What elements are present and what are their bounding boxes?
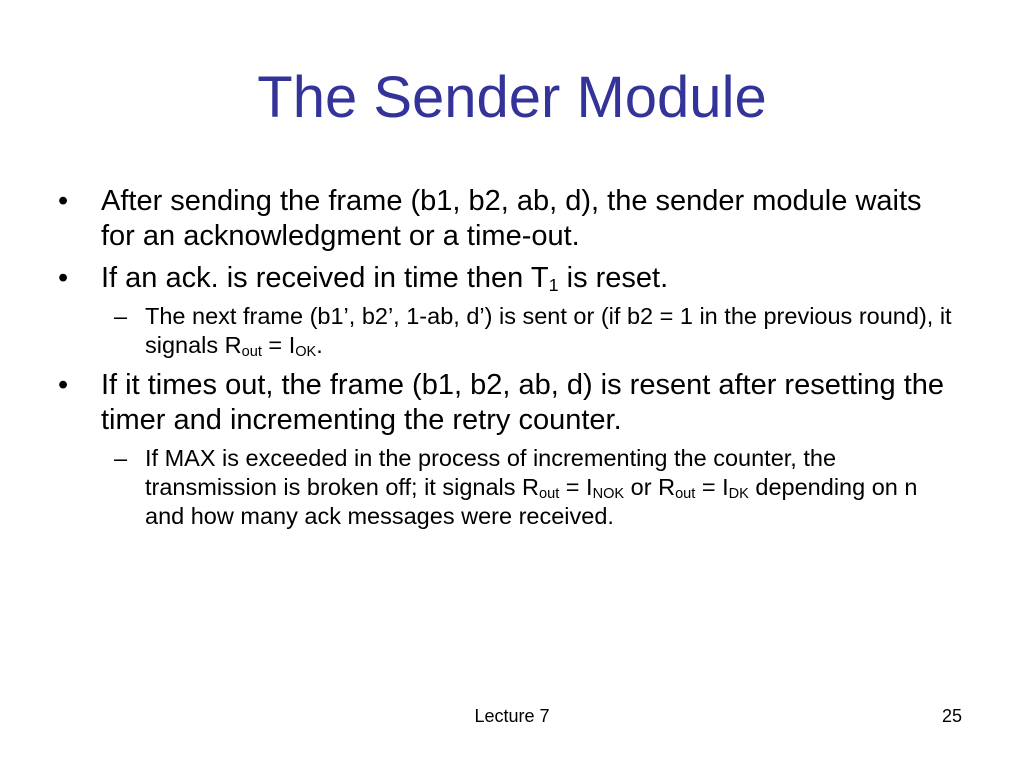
sub-bullet-2 [114,444,958,531]
sub-bullet-1-text-after: . [316,332,323,358]
bullet-2-text-before: If an ack. is received in time then T [101,262,549,294]
bullet-2 [58,261,958,296]
sub-bullet-2-text-before: If MAX is exceeded in the process of incrementing the counter, the transmission is broken off; it signals R [145,445,837,500]
bullet-3-text: If it times out, the frame (b1, b2, ab, d) is resent after resetting the timer and incrementing the retry counter. [101,369,945,436]
sub-bullet-1-subscript-out: out [241,344,262,361]
bullet-marker: • [58,369,69,401]
bullet-1-text: After sending the frame (b1, b2, ab, d), the sender module waits for an acknowledgment or a time-out. [101,185,922,252]
sub-bullet-2-text-mid-1: = I [559,474,593,500]
sub-bullet-2-text-after: depending on n and how many ack messages were received. [145,474,918,529]
sub-bullet-2-text-mid-3: = I [695,474,729,500]
dash-marker: – [114,445,128,471]
sub-bullet-1-text-mid: = I [261,332,296,358]
sub-bullet-2-subscript-out-2: out [675,486,696,503]
slide-content [58,184,958,539]
bullet-marker: • [58,185,69,217]
sub-bullet-2-subscript-nok: NOK [592,486,625,503]
bullet-2-text-after: is reset. [558,262,669,294]
sub-bullet-2-subscript-out-1: out [539,486,560,503]
bullet-1 [58,184,958,254]
bullet-3 [58,368,958,438]
footer-page-number: 25 [941,706,962,726]
dash-marker: – [114,303,128,329]
sub-bullet-1-text-before: The next frame (b1’, b2’, 1-ab, d’) is sent or (if b2 = 1 in the previous round), it signals R [145,303,952,358]
sub-bullet-1 [114,302,958,360]
sub-bullet-1-subscript-ok: OK [295,344,317,361]
sub-bullet-2-subscript-dk: DK [728,486,749,503]
sub-bullet-2-text-mid-2: or R [624,474,676,500]
slide-title: The Sender Module [257,65,767,130]
footer-lecture-label: Lecture 7 [474,706,550,726]
bullet-2-subscript: 1 [548,274,559,295]
bullet-marker: • [58,262,69,294]
